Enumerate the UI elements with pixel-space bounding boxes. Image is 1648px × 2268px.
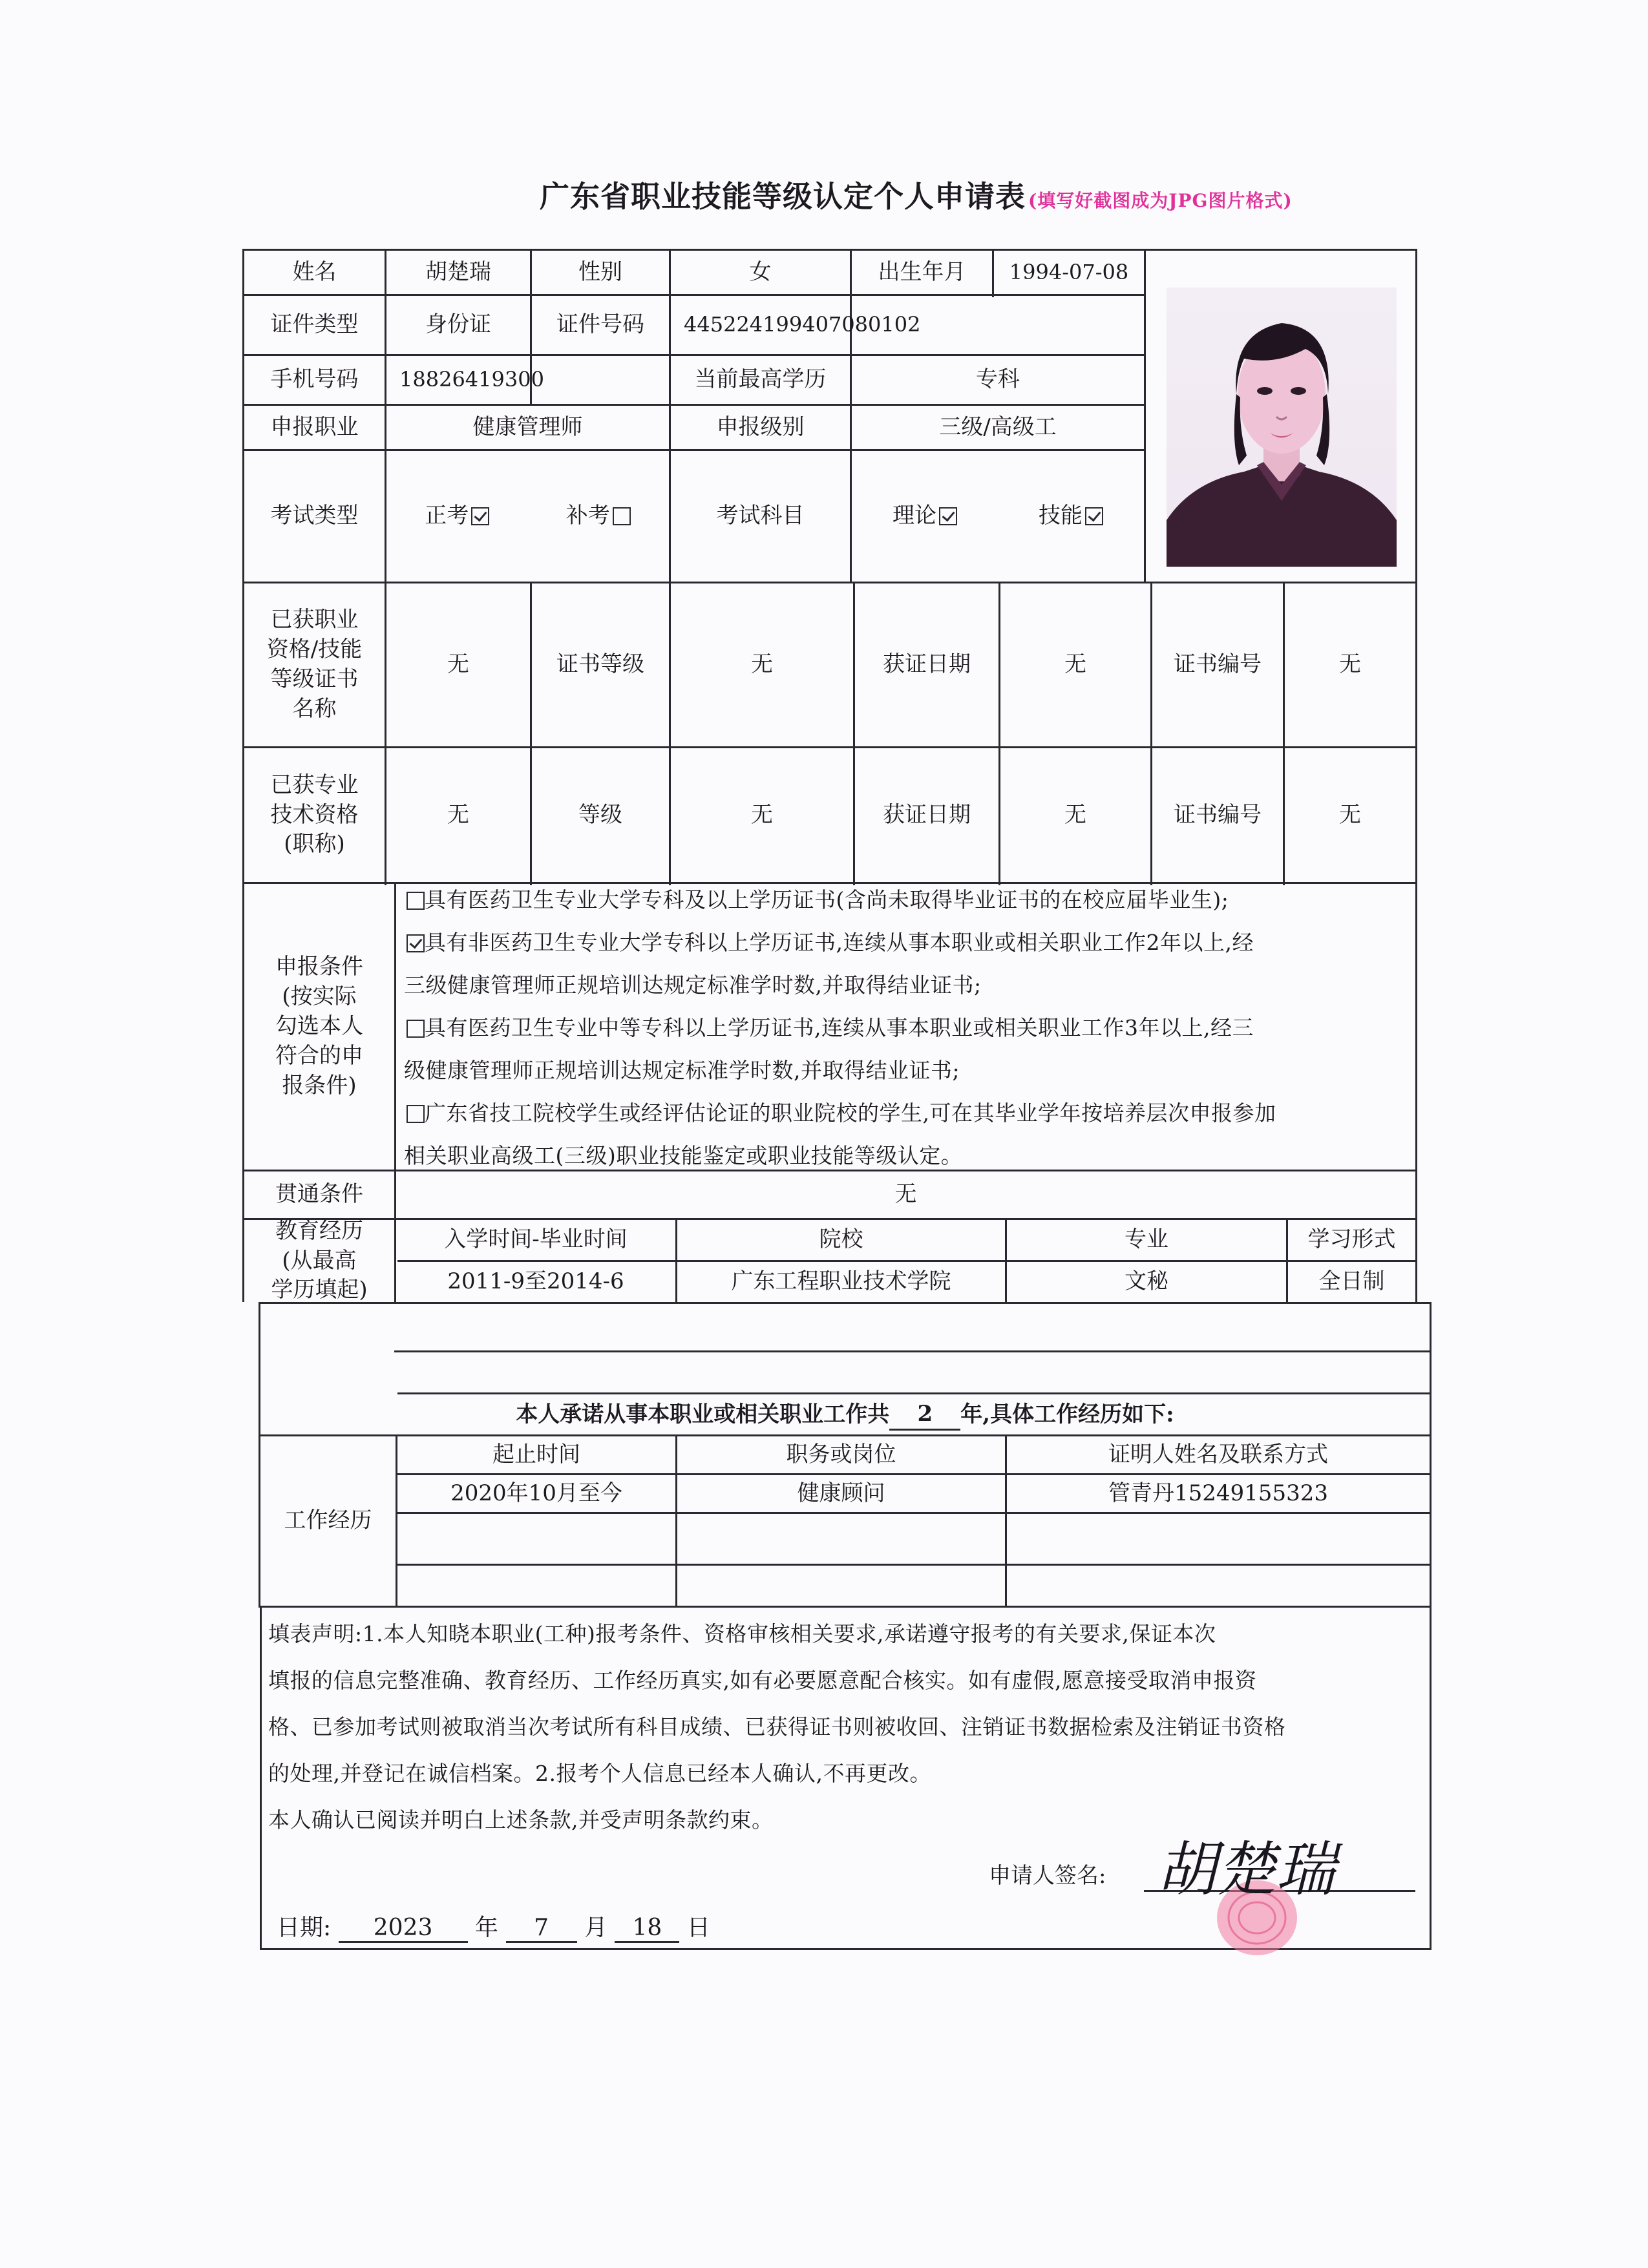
title-text: 广东省职业技能等级认定个人申请表	[540, 179, 1026, 214]
cert-grade-label: 证书等级	[556, 651, 644, 678]
applicant-photo	[1167, 288, 1397, 567]
exam-makeup-option[interactable]	[566, 501, 631, 531]
edu-header-school: 院校	[819, 1226, 863, 1253]
condition-3[interactable]: 具有医药卫生专业中等专科以上学历证书,连续从事本职业或相关职业工作3年以上,经三	[404, 1007, 1409, 1049]
edu-row-major: 文秘	[1125, 1268, 1168, 1295]
conditions-label: 申报条件 (按实际 勾选本人 符合的申 报条件)	[275, 954, 363, 1098]
edu-label: 当前最高学历	[694, 366, 827, 393]
exam-makeup-checkbox[interactable]	[613, 507, 631, 525]
level-value: 三级/高级工	[939, 414, 1057, 440]
through-label: 贯通条件	[275, 1181, 363, 1208]
condition-3-checkbox[interactable]	[407, 1020, 425, 1038]
edu-header-major: 专业	[1125, 1226, 1168, 1253]
edu-value: 专科	[976, 366, 1020, 393]
work-header-position: 职务或岗位	[786, 1441, 896, 1467]
condition-4-checkbox[interactable]	[407, 1105, 425, 1123]
condition-2-checkbox[interactable]	[407, 934, 425, 952]
subject-skill-label: 技能	[1039, 503, 1083, 529]
subject-skill-option[interactable]	[1039, 501, 1103, 531]
exam-type-options	[386, 451, 669, 582]
birth-label: 出生年月	[878, 258, 966, 285]
condition-2-cont: 三级健康管理师正规培训达规定标准学时数,并取得结业证书;	[404, 972, 982, 998]
pro-cert-label: 已获专业 技术资格 (职称)	[270, 772, 359, 857]
signature-text: 胡楚瑞	[1157, 1835, 1336, 1904]
name-value: 胡楚瑞	[425, 258, 491, 285]
subject-skill-checkbox[interactable]	[1085, 507, 1103, 525]
work-row-referee: 管青丹15249155323	[1108, 1480, 1328, 1506]
work-row-period: 2020年10月至今	[450, 1480, 622, 1506]
edu-header-mode: 学习形式	[1307, 1226, 1396, 1253]
subject-theory-label: 理论	[893, 503, 936, 529]
pro-cert-name: 无	[447, 801, 469, 828]
exam-subject-options	[852, 451, 1144, 582]
pro-grade-value: 无	[751, 801, 773, 828]
vocational-cert-name: 无	[447, 651, 469, 678]
exam-normal-checkbox[interactable]	[471, 507, 489, 525]
id-no-value: 445224199407080102	[684, 312, 921, 337]
condition-4-cont: 相关职业高级工(三级)职业技能鉴定或职业技能等级认定。	[404, 1143, 963, 1168]
pro-date-label: 获证日期	[883, 801, 971, 828]
level-label: 申报级别	[716, 414, 805, 440]
pro-grade-label: 等级	[578, 801, 622, 828]
work-row-position: 健康顾问	[797, 1480, 885, 1506]
gender-label: 性别	[578, 258, 622, 285]
pro-date-value: 无	[1064, 801, 1086, 828]
date-year: 2023	[339, 1915, 468, 1943]
condition-2[interactable]: 具有非医药卫生专业大学专科以上学历证书,连续从事本职业或相关职业工作2年以上,经	[404, 921, 1409, 964]
edu-row-school: 广东工程职业技术学院	[731, 1268, 951, 1295]
phone-label: 手机号码	[270, 366, 359, 393]
date-row: 日期: 2023 年 7 月 18 日	[277, 1909, 710, 1943]
work-years: 2	[889, 1400, 960, 1431]
exam-normal-option[interactable]	[425, 501, 489, 531]
exam-makeup-label: 补考	[565, 503, 610, 529]
cert-date-label: 获证日期	[883, 651, 971, 678]
edu-header-period: 入学时间-毕业时间	[444, 1226, 628, 1253]
edu-row-period: 2011-9至2014-6	[447, 1268, 624, 1295]
cert-no-value: 无	[1339, 651, 1361, 678]
date-day: 18	[615, 1915, 679, 1943]
declaration: 填表声明:1.本人知晓本职业(工种)报考条件、资格审核相关要求,承诺遵守报考的有关要求,保证本次 填报的信息完整准确、教育经历、工作经历真实,如有必要愿意配合核实。如有虚假,愿意接受取消申报资 格、已参加考试则被取消当次考试所有科目成绩、已获得证书则被收回、注销证书数据检索及注销证书资格 的处理,并登记在诚信档案。2.报考个人信息已经本人确认,不再更改。 本人确认已阅读并明白上述条款,并受声明条款约束。	[268, 1621, 1286, 1832]
exam-normal-label: 正考	[425, 503, 469, 529]
conditions-list	[404, 879, 1409, 1177]
name-label: 姓名	[292, 258, 337, 285]
condition-1-checkbox[interactable]	[407, 892, 425, 910]
work-promise: 本人承诺从事本职业或相关职业工作共 2 年,具体工作经历如下:	[260, 1396, 1430, 1434]
id-no-label: 证件号码	[556, 311, 644, 338]
job-value: 健康管理师	[472, 414, 583, 440]
portrait-image	[1167, 288, 1397, 567]
gender-value: 女	[749, 258, 772, 285]
condition-1[interactable]: 具有医药卫生专业大学专科及以上学历证书(含尚未取得毕业证书的在校应届毕业生);	[404, 879, 1409, 921]
through-value: 无	[894, 1181, 917, 1208]
title-note: (填写好截图成为JPG图片格式)	[1028, 190, 1293, 211]
work-label: 工作经历	[284, 1507, 372, 1534]
pro-no-label: 证书编号	[1174, 801, 1262, 828]
sign-label: 申请人签名:	[989, 1863, 1106, 1889]
work-header-referee: 证明人姓名及联系方式	[1108, 1441, 1328, 1467]
exam-subject-label: 考试科目	[716, 503, 805, 529]
date-month: 7	[506, 1915, 577, 1943]
job-label: 申报职业	[270, 414, 359, 440]
work-header-period: 起止时间	[492, 1441, 580, 1467]
subject-theory-option[interactable]	[893, 501, 957, 531]
edu-row-mode: 全日制	[1318, 1268, 1385, 1295]
phone-value: 18826419300	[399, 367, 544, 392]
signature-image	[1137, 1835, 1409, 1964]
pro-no-value: 无	[1339, 801, 1361, 828]
id-type-value: 身份证	[425, 311, 491, 338]
condition-3-cont: 级健康管理师正规培训达规定标准学时数,并取得结业证书;	[404, 1058, 960, 1083]
condition-4[interactable]: 广东省技工院校学生或经评估论证的职业院校的学生,可在其毕业学年按培养层次申报参加	[404, 1092, 1409, 1135]
vocational-cert-label: 已获职业 资格/技能 等级证书 名称	[266, 607, 363, 722]
cert-grade-value: 无	[751, 651, 773, 678]
birth-value: 1994-07-08	[1009, 259, 1129, 284]
id-type-label: 证件类型	[270, 311, 359, 338]
education-label: 教育经历 (从最高 学历填起)	[271, 1217, 368, 1303]
cert-no-label: 证书编号	[1174, 651, 1262, 678]
subject-theory-checkbox[interactable]	[939, 507, 957, 525]
cert-date-value: 无	[1064, 651, 1086, 678]
exam-type-label: 考试类型	[270, 503, 359, 529]
